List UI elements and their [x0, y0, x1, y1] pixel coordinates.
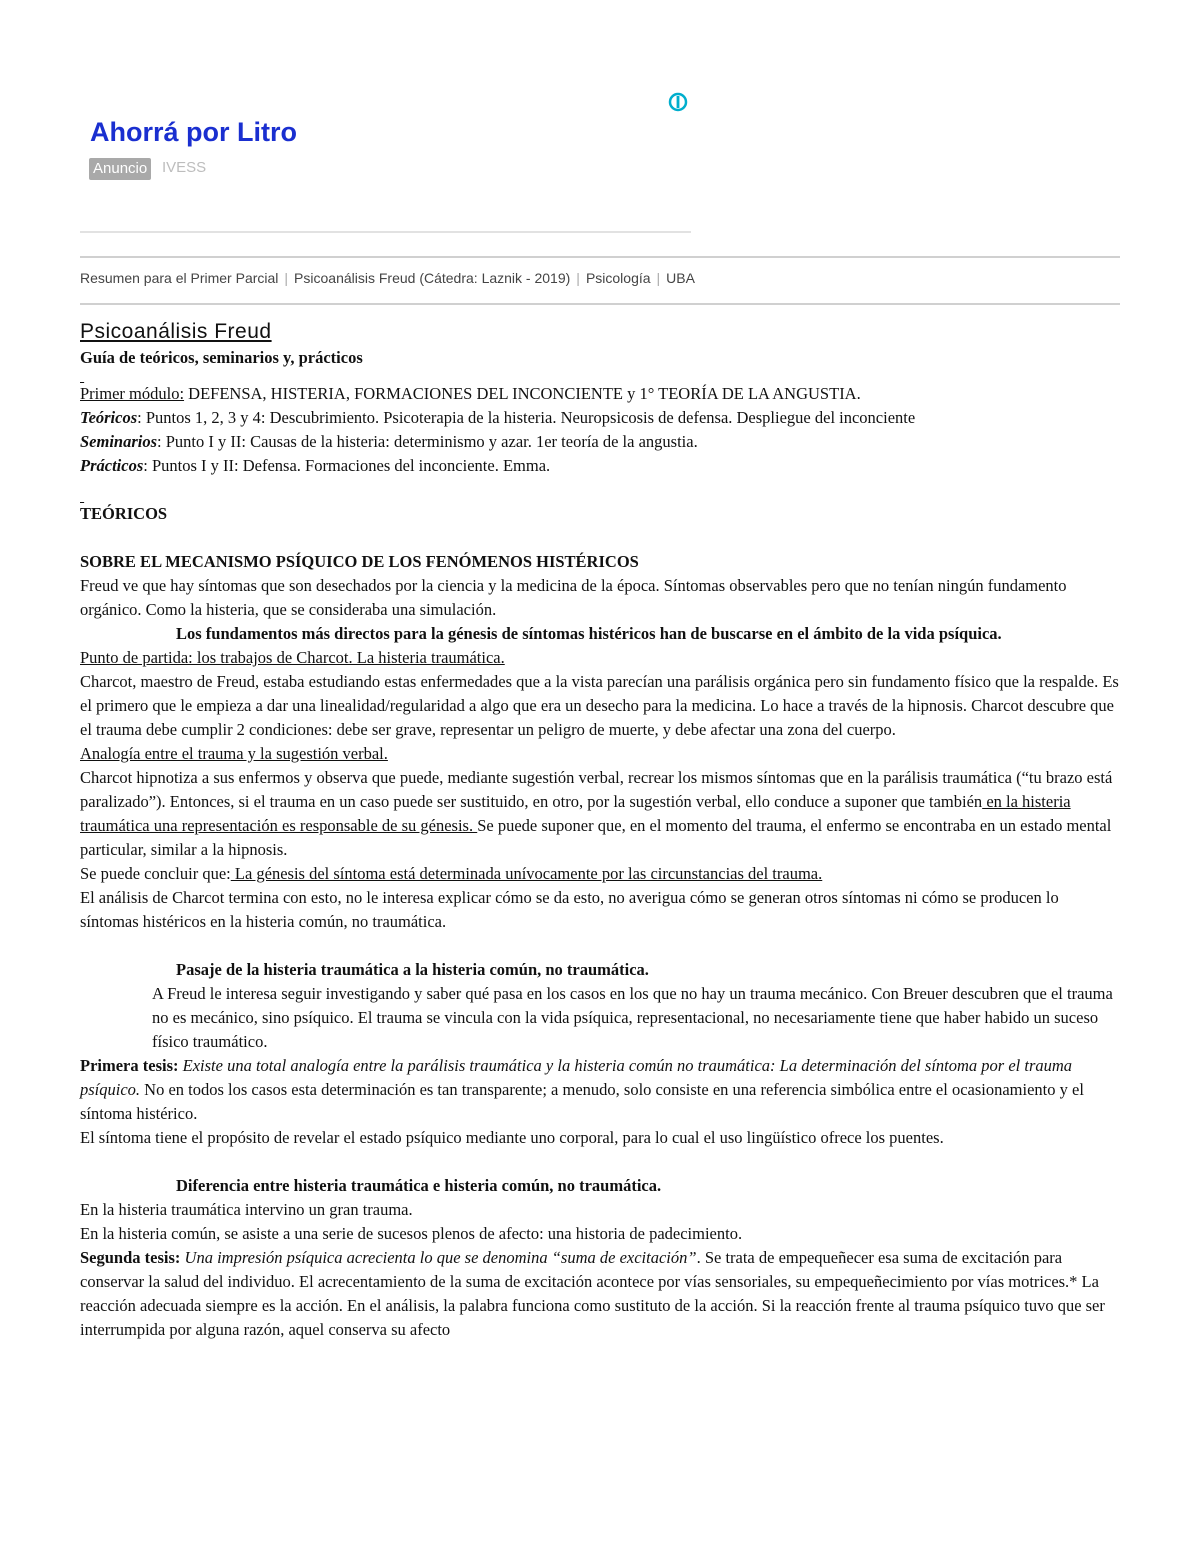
spacer-mark [80, 490, 1120, 502]
subheading-punto-partida: Punto de partida: los trabajos de Charcot. La histeria traumática. [80, 648, 505, 667]
document-title: Psicoanálisis Freud [80, 320, 272, 343]
heading-mecanismo: SOBRE EL MECANISMO PSÍQUICO DE LOS FENÓMENOS HISTÉRICOS [80, 552, 639, 571]
seminarios-line [80, 430, 1120, 454]
hipnotiza-text-b: Se puede suponer que, en el momento del trauma, el enfermo se encontraba en un estado mental particular, similar a la hipnosis. [80, 816, 1112, 859]
teoricos-line [80, 406, 1120, 430]
paragraph-segunda-tesis [80, 1246, 1120, 1342]
section-heading-teoricos: TEÓRICOS [80, 504, 168, 523]
document-subtitle: Guía de teóricos, seminarios y, prácticos [80, 348, 363, 367]
paragraph-hipnotiza [80, 766, 1120, 862]
concluir-underlined: La génesis del síntoma está determinada unívocamente por las circunstancias del trauma. [230, 864, 823, 883]
breadcrumb-university[interactable]: UBA [666, 270, 695, 286]
primera-tesis-text: No en todos los casos esta determinación es tan transparente; a menudo, solo consiste en una referencia simbólica entre el ocasionamiento y el síntoma histérico. [80, 1080, 1084, 1123]
paragraph-analisis: El análisis de Charcot termina con esto, no le interesa explicar cómo se da esto, no averigua cómo se generan otros síntomas ni cómo se producen lo síntomas histéricos en la histeria común, no traumática. [80, 888, 1059, 931]
concluir-text: Se puede concluir que: [80, 864, 231, 883]
seminarios-label: Seminarios [80, 432, 158, 451]
breadcrumb-subject[interactable]: Psicología [585, 270, 651, 286]
breadcrumb-course[interactable]: Psicoanálisis Freud (Cátedra: Laznik - 2019) [294, 270, 571, 286]
paragraph-fundamentos [80, 622, 1120, 646]
paragraph-primera-tesis [80, 1054, 1120, 1126]
primera-tesis-italic: Existe una total analogía entre la parálisis traumática y la histeria común no traumática: La determinación del síntoma por el trauma psíquico. [80, 1056, 1073, 1099]
ad-sponsor[interactable]: IVESS [162, 159, 207, 176]
hipnotiza-underlined: en la histeria traumática una representación es responsable de su génesis. [80, 792, 1071, 835]
segunda-tesis-italic: Una impresión psíquica acrecienta lo que se denomina “suma de excitación” [180, 1248, 697, 1267]
spacer-mark [80, 370, 1120, 382]
breadcrumb-summary[interactable]: Resumen para el Primer Parcial [80, 270, 279, 286]
adchoices-icon[interactable] [668, 92, 688, 112]
primera-tesis-label: Primera tesis: [80, 1056, 179, 1075]
paragraph-diferencia-1: En la histeria traumática intervino un gran trauma. [80, 1200, 413, 1219]
ad-badge: Anuncio [89, 158, 151, 180]
paragraph-pasaje: A Freud le interesa seguir investigando y saber qué pasa en los casos en los que no hay un trauma mecánico. Con Breuer descubren que el trauma no es mecánico, sino psíquico. El trauma se vincula con la vida psíquica, representacional, no necesariamente tiene que haber habido un suceso físico traumático. [152, 984, 1113, 1051]
module-label: Primer módulo: [80, 384, 185, 403]
subheading-analogia: Analogía entre el trauma y la sugestión verbal. [80, 744, 388, 763]
practicos-line [80, 454, 1120, 478]
module-line [80, 382, 1120, 406]
hipnotiza-text-a: Charcot hipnotiza a sus enfermos y observa que puede, mediante sugestión verbal, recrear los mismos síntomas que en la parálisis traumática (“tu brazo está paralizado”). Entonces, si el trauma en un caso puede ser sustituido, en otro, por la sugestión verbal, ello conduce a suponer que también [80, 768, 1113, 811]
bottom-divider [80, 303, 1120, 305]
document-body [80, 318, 1120, 1342]
paragraph-freud: Freud ve que hay síntomas que son desechados por la ciencia y la medicina de la época. Síntomas observables pero que no tenían ningún fundamento orgánico. Como la histeria, que se consideraba una simulación. [80, 576, 1067, 619]
breadcrumb-separator: | [656, 270, 661, 286]
ad-title[interactable]: Ahorrá por Litro [90, 117, 297, 147]
teoricos-label: Teóricos [80, 408, 138, 427]
practicos-text: : Puntos I y II: Defensa. Formaciones del inconciente. Emma. [143, 456, 551, 475]
seminarios-text: : Punto I y II: Causas de la histeria: determinismo y azar. 1er teoría de la angustia. [157, 432, 698, 451]
ad-divider [80, 231, 691, 233]
heading-diferencia: Diferencia entre histeria traumática e histeria común, no traumática. [176, 1176, 662, 1195]
teoricos-text: : Puntos 1, 2, 3 y 4: Descubrimiento. Psicoterapia de la histeria. Neuropsicosis de defensa. Despliegue del inconciente [137, 408, 916, 427]
fundamentos-text: Los fundamentos más directos para la génesis de síntomas histéricos han de buscarse en el ámbito de la vida psíquica. [176, 624, 1002, 643]
breadcrumb-separator: | [284, 270, 289, 286]
breadcrumb [80, 270, 695, 286]
paragraph-diferencia-2: En la histeria común, se asiste a una serie de sucesos plenos de afecto: una historia de padecimiento. [80, 1224, 743, 1243]
paragraph-proposito: El síntoma tiene el propósito de revelar el estado psíquico mediante uno corporal, para lo cual el uso lingüístico ofrece los puentes. [80, 1128, 944, 1147]
practicos-label: Prácticos [80, 456, 144, 475]
breadcrumb-separator: | [576, 270, 580, 286]
paragraph-charcot: Charcot, maestro de Freud, estaba estudiando estas enfermedades que a la vista parecían una parálisis orgánica pero sin fundamento físico que la respalde. Es el primero que le empieza a dar una linealidad/regularidad a algo que era un desecho para la medicina. Lo hace a través de la hipnosis. Charcot descubre que el trauma debe cumplir 2 condiciones: debe ser grave, representar un peligro de muerte, y debe afectar una zona del cuerpo. [80, 672, 1119, 739]
segunda-tesis-label: Segunda tesis: [80, 1248, 181, 1267]
module-text: DEFENSA, HISTERIA, FORMACIONES DEL INCONCIENTE y 1° TEORÍA DE LA ANGUSTIA. [184, 384, 861, 403]
paragraph-concluir [80, 862, 1120, 886]
advertisement[interactable] [80, 80, 692, 240]
segunda-tesis-text: . Se trata de empequeñecer esa suma de excitación para conservar la salud del individuo. El acrecentamiento de la suma de excitación acontece por vías sensoriales, su empequeñecimiento por vías motrices.* La reacción adecuada siempre es la acción. En el análisis, la palabra funciona como sustituto de la acción. Si la reacción frente al trauma psíquico tuvo que ser interrumpida por alguna razón, aquel conserva su afecto [80, 1248, 1105, 1339]
top-divider [80, 256, 1120, 258]
heading-pasaje: Pasaje de la histeria traumática a la histeria común, no traumática. [176, 960, 649, 979]
